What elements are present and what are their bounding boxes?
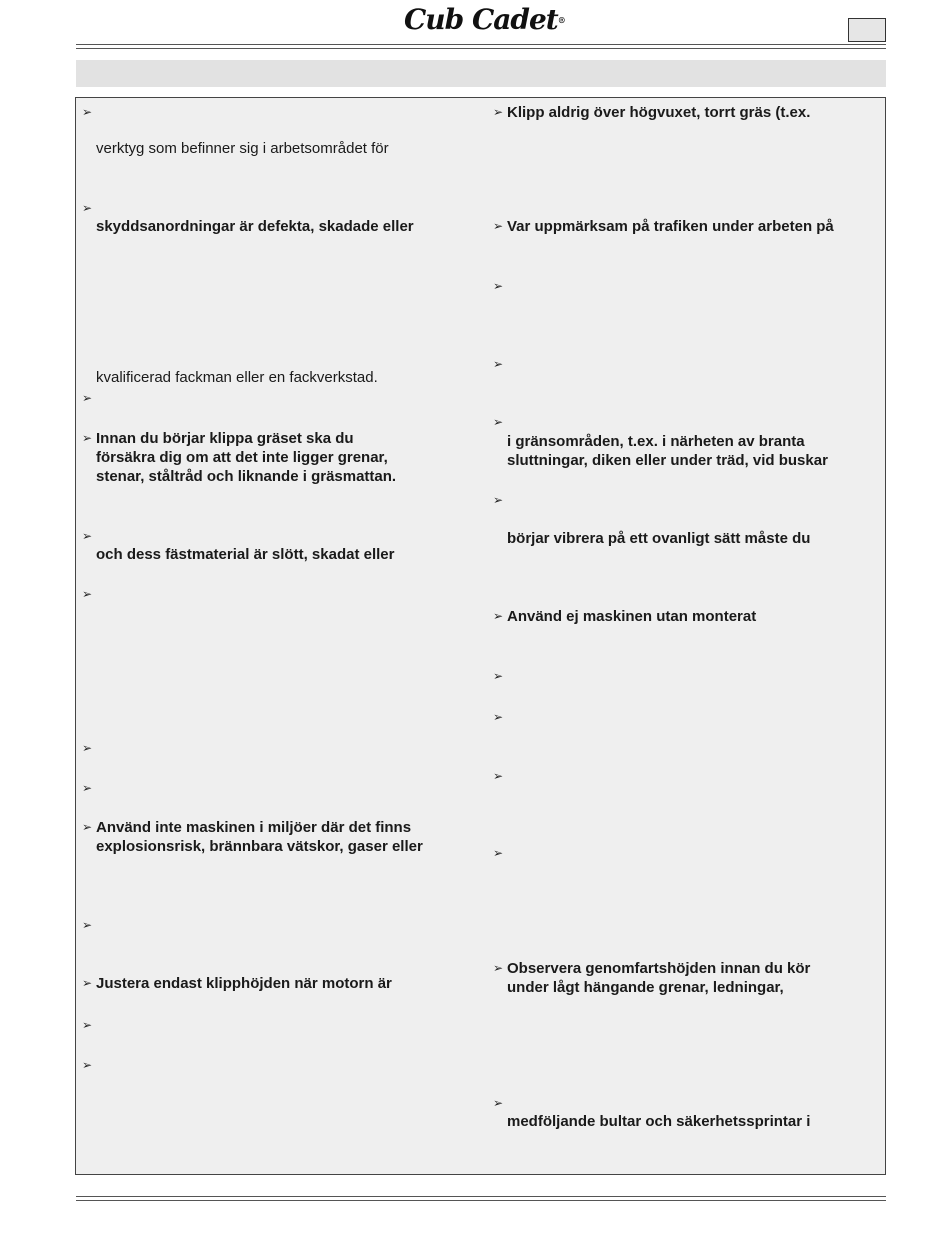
arrowhead-bullet-icon: ➢ — [82, 1058, 93, 1072]
arrowhead-bullet-icon: ➢ — [82, 820, 93, 834]
arrowhead-bullet-icon: ➢ — [82, 431, 93, 445]
text-line: skyddsanordningar är defekta, skadade eller — [96, 218, 414, 235]
text-line: börjar vibrera på ett ovanligt sätt måste du — [507, 530, 811, 547]
arrowhead-bullet-icon: ➢ — [493, 710, 504, 724]
list-item: ➢ Använd inte maskinen i miljöer där det finns explosionsrisk, brännbara vätskor, gaser eller — [82, 819, 423, 855]
cub-cadet-logo: Cub Cadet® — [404, 3, 565, 36]
arrowhead-bullet-icon: ➢ — [82, 976, 93, 990]
arrowhead-bullet-icon: ➢ — [493, 1096, 504, 1110]
arrowhead-bullet-icon: ➢ — [493, 846, 504, 860]
arrowhead-bullet-icon: ➢ — [493, 609, 504, 623]
arrowhead-bullet-icon: ➢ — [493, 279, 504, 293]
arrowhead-bullet-icon: ➢ — [82, 918, 93, 932]
list-item: ➢ Använd ej maskinen utan monterat — [493, 608, 757, 625]
text-line: sluttningar, diken eller under träd, vid buskar — [507, 452, 828, 469]
list-item: ➢ Klipp aldrig över högvuxet, torrt gräs (t.ex. — [493, 104, 811, 121]
footer-rule-bottom — [76, 1200, 886, 1201]
footer-rule-top — [76, 1196, 886, 1197]
arrowhead-bullet-icon: ➢ — [493, 219, 504, 233]
list-item: ➢ Innan du börjar klippa gräset ska du försäkra dig om att det inte ligger grenar, stenar, ståltråd och liknande i gräsmattan. — [82, 430, 397, 485]
arrowhead-bullet-icon: ➢ — [82, 391, 93, 405]
text-line: verktyg som befinner sig i arbetsområdet för — [96, 140, 389, 157]
arrowhead-bullet-icon: ➢ — [493, 415, 504, 429]
arrowhead-bullet-icon: ➢ — [82, 741, 93, 755]
list-item: ➢ Observera genomfartshöjden innan du kör under lågt hängande grenar, ledningar, — [493, 960, 811, 996]
arrowhead-bullet-icon: ➢ — [82, 1018, 93, 1032]
text-line: i gränsområden, t.ex. i närheten av branta — [507, 433, 805, 450]
arrowhead-bullet-icon: ➢ — [493, 105, 504, 119]
arrowhead-bullet-icon: ➢ — [82, 201, 93, 215]
section-header-bar — [76, 60, 886, 87]
list-item: ➢ Justera endast klipphöjden när motorn är — [82, 975, 392, 992]
arrowhead-bullet-icon: ➢ — [493, 769, 504, 783]
text-line: medföljande bultar och säkerhetssprintar i — [507, 1113, 811, 1130]
safety-instructions-box — [75, 97, 886, 1175]
text-line: och dess fästmaterial är slött, skadat eller — [96, 546, 395, 563]
text-line: kvalificerad fackman eller en fackverkstad. — [96, 369, 378, 386]
list-item: ➢ Var uppmärksam på trafiken under arbeten på — [493, 218, 834, 235]
arrowhead-bullet-icon: ➢ — [82, 529, 93, 543]
arrowhead-bullet-icon: ➢ — [493, 357, 504, 371]
arrowhead-bullet-icon: ➢ — [82, 105, 93, 119]
page-number-box — [848, 18, 886, 42]
arrowhead-bullet-icon: ➢ — [82, 587, 93, 601]
arrowhead-bullet-icon: ➢ — [493, 669, 504, 683]
header-rule-top — [76, 44, 886, 45]
header-rule-bottom — [76, 48, 886, 49]
arrowhead-bullet-icon: ➢ — [82, 781, 93, 795]
arrowhead-bullet-icon: ➢ — [493, 493, 504, 507]
arrowhead-bullet-icon: ➢ — [493, 961, 504, 975]
